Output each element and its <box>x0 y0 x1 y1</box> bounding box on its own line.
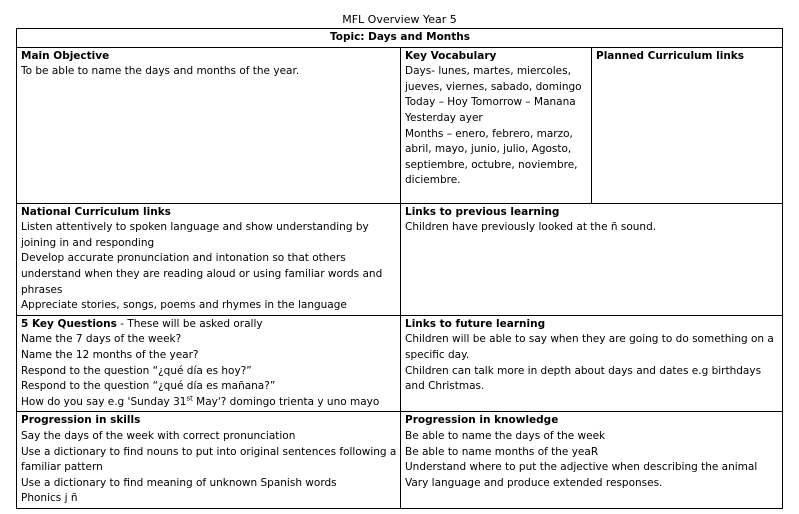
knowledge-line: Be able to name the days of the week <box>405 429 606 442</box>
question-last-end: May'? domingo trienta y uno mayo <box>192 395 380 408</box>
planned-curriculum-cell <box>592 47 783 203</box>
key-vocabulary-cell <box>401 47 592 203</box>
questions-row <box>17 315 783 412</box>
skills-line: Use a dictionary to find nouns to put into original sentences following a familiar pattern <box>21 445 397 474</box>
future-learning-line: Children will be able to say when they are going to do something on a specific day. <box>405 333 774 361</box>
vocab-line: Days- lunes, martes, miercoles, <box>405 65 571 78</box>
question-line: Respond to the question “¿qué día es hoy?” <box>21 364 252 377</box>
vocab-line: Today – Hoy Tomorrow – Manana <box>405 96 576 109</box>
skills-line: Phonics j ñ <box>21 492 78 505</box>
key-questions-cell <box>17 315 401 412</box>
overview-table <box>16 28 783 509</box>
future-learning-heading: Links to future learning <box>405 317 546 330</box>
curriculum-line: Appreciate stories, songs, poems and rhymes in the language <box>21 299 347 312</box>
progression-knowledge-heading: Progression in knowledge <box>405 414 559 427</box>
skills-line: Say the days of the week with correct pronunciation <box>21 429 296 442</box>
curriculum-line: Develop accurate pronunciation and intonation so that others understand when they are reading aloud or using familiar words and phrases <box>21 252 383 296</box>
topic-row <box>17 29 783 48</box>
knowledge-line: Be able to name months of the yeaR <box>405 445 599 458</box>
question-last-sup: st <box>186 394 193 403</box>
curriculum-row <box>17 203 783 315</box>
progression-skills-heading: Progression in skills <box>21 414 141 427</box>
question-line-last <box>21 395 397 411</box>
previous-learning-heading: Links to previous learning <box>405 205 560 218</box>
national-curriculum-cell <box>17 203 401 315</box>
knowledge-line: Understand where to put the adjective when describing the animal <box>405 461 758 474</box>
topic-title: Topic: Days and Months <box>17 29 783 48</box>
main-objective-text: To be able to name the days and months of the year. <box>21 65 300 78</box>
vocab-line: Months – enero, febrero, marzo, <box>405 127 573 140</box>
key-questions-heading-suffix: - These will be asked orally <box>116 317 263 330</box>
main-objective-cell <box>17 47 401 203</box>
key-questions-title <box>21 317 397 333</box>
future-learning-cell <box>401 315 783 412</box>
skills-line: Use a dictionary to find meaning of unknown Spanish words <box>21 476 337 489</box>
progression-skills-cell <box>17 412 401 509</box>
question-last-start: How do you say e.g 'Sunday 31 <box>21 395 187 408</box>
vocab-line: jueves, viernes, sabado, domingo <box>405 80 582 93</box>
knowledge-line: Vary language and produce extended responses. <box>405 476 663 489</box>
vocab-line: diciembre. <box>405 174 461 187</box>
previous-learning-cell <box>401 203 783 315</box>
previous-learning-text: Children have previously looked at the ñ sound. <box>405 221 657 234</box>
vocab-line: abril, mayo, junio, julio, Agosto, <box>405 143 572 156</box>
progression-row <box>17 412 783 509</box>
curriculum-line: Listen attentively to spoken language and show understanding by joining in and responding <box>21 221 369 249</box>
vocab-line: Yesterday ayer <box>405 111 483 124</box>
vocab-line: septiembre, octubre, noviembre, <box>405 158 578 171</box>
key-vocabulary-heading: Key Vocabulary <box>405 49 497 62</box>
question-line: Name the 12 months of the year? <box>21 348 199 361</box>
future-learning-line: Children can talk more in depth about days and dates e.g birthdays and Christmas. <box>405 364 762 393</box>
document-title: MFL Overview Year 5 <box>342 13 457 26</box>
main-objective-heading: Main Objective <box>21 49 110 62</box>
planned-curriculum-heading: Planned Curriculum links <box>596 49 745 62</box>
national-curriculum-heading: National Curriculum links <box>21 205 171 218</box>
question-line: Respond to the question “¿qué día es mañana?” <box>21 380 276 393</box>
key-questions-heading: 5 Key Questions <box>21 317 117 330</box>
question-line: Name the 7 days of the week? <box>21 333 182 346</box>
progression-knowledge-cell <box>401 412 783 509</box>
objective-row <box>17 47 783 203</box>
